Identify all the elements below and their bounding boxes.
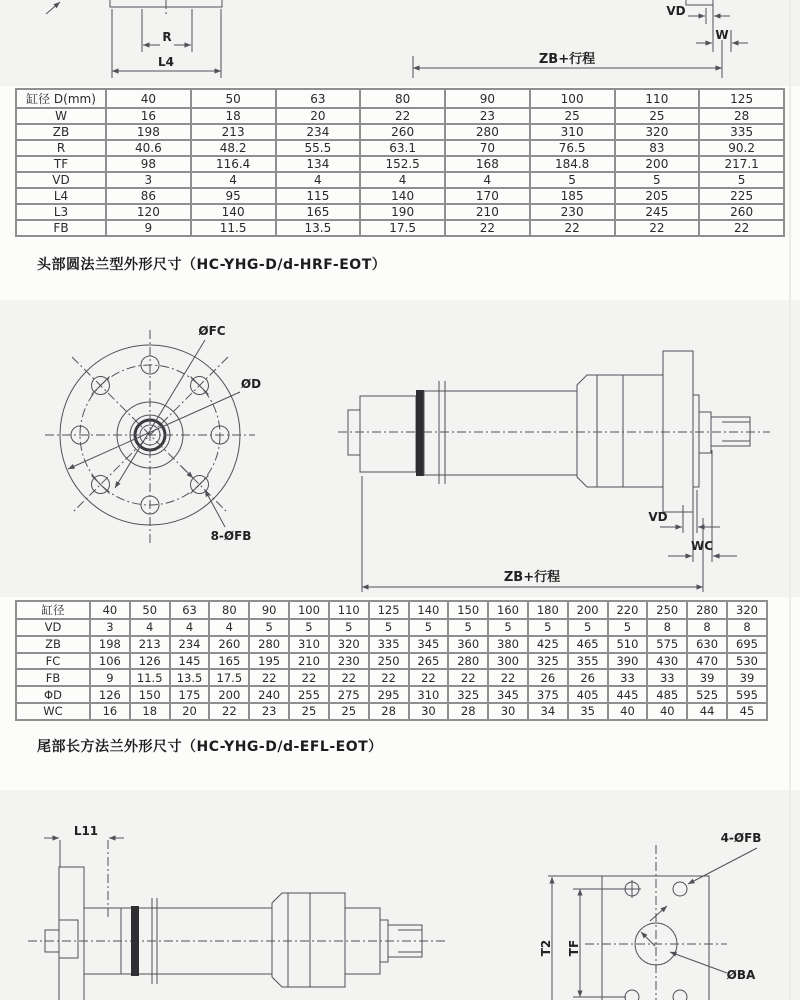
dim-label-zb-stroke: ZB+行程 [538,52,596,67]
value-cell: 320 [329,636,369,653]
value-cell: 13.5 [170,669,210,686]
value-cell: 22 [369,669,409,686]
value-cell: 5 [329,619,369,636]
value-cell: 5 [409,619,449,636]
value-cell: 405 [568,686,608,703]
value-cell: 125 [369,601,409,619]
value-cell: 28 [369,703,409,720]
value-cell: 100 [289,601,329,619]
value-cell: 30 [409,703,449,720]
value-cell: 55.5 [276,140,361,156]
value-cell: 5 [249,619,289,636]
row-label-cell: ΦD [16,686,90,703]
value-cell: 110 [615,89,700,108]
value-cell: 22 [249,669,289,686]
value-cell: 5 [530,172,615,188]
value-cell: 40 [106,89,191,108]
dim-label-vd: VD [666,4,686,18]
value-cell: 16 [106,108,191,124]
value-cell: 22 [289,669,329,686]
value-cell: 22 [445,220,530,236]
value-cell: 280 [445,124,530,140]
value-cell: 50 [191,89,276,108]
value-cell: 310 [409,686,449,703]
value-cell: 35 [568,703,608,720]
value-cell: 22 [448,669,488,686]
value-cell: 25 [530,108,615,124]
page-edge-line [789,0,791,1000]
value-cell: 90 [249,601,289,619]
value-cell: 234 [276,124,361,140]
value-cell: 152.5 [360,156,445,172]
value-cell: 210 [445,204,530,220]
value-cell: 335 [699,124,784,140]
row-label-cell: VD [16,172,106,188]
value-cell: 575 [647,636,687,653]
value-cell: 86 [106,188,191,204]
value-cell: 34 [528,703,568,720]
value-cell: 4 [130,619,170,636]
value-cell: 265 [409,653,449,670]
value-cell: 175 [170,686,210,703]
value-cell: 280 [687,601,727,619]
seal-band [131,906,139,976]
value-cell: 95 [191,188,276,204]
value-cell: 23 [249,703,289,720]
value-cell: 90 [445,89,530,108]
value-cell: 76.5 [530,140,615,156]
dim-label-fc: ØFC [198,324,226,338]
value-cell: 210 [289,653,329,670]
value-cell: 140 [409,601,449,619]
row-label-cell: VD [16,619,90,636]
table-row [16,188,784,204]
value-cell: 80 [360,89,445,108]
value-cell: 245 [615,204,700,220]
value-cell: 48.2 [191,140,276,156]
value-cell: 240 [249,686,289,703]
value-cell: 40 [647,703,687,720]
value-cell: 45 [727,703,767,720]
rod-end-edge [686,0,713,5]
value-cell: 595 [727,686,767,703]
value-cell: 22 [409,669,449,686]
row-label-cell: L4 [16,188,106,204]
value-cell: 185 [530,188,615,204]
value-cell: 134 [276,156,361,172]
value-cell: 217.1 [699,156,784,172]
row-label-cell: FB [16,669,90,686]
value-cell: 234 [170,636,210,653]
value-cell: 11.5 [191,220,276,236]
value-cell: 375 [528,686,568,703]
table-row [16,619,767,636]
leader-arrow [46,2,60,14]
value-cell: 25 [329,703,369,720]
value-cell: 5 [615,172,700,188]
value-cell: 5 [528,619,568,636]
value-cell: 190 [360,204,445,220]
efl-drawing-svg [0,790,800,1000]
value-cell: 4 [191,172,276,188]
value-cell: 5 [568,619,608,636]
value-cell: 180 [528,601,568,619]
value-cell: 425 [528,636,568,653]
leader-4fb [688,848,757,884]
value-cell: 4 [170,619,210,636]
leader-fb [205,490,225,527]
rear-cap [360,396,416,472]
hrf-drawing-panel [0,300,800,597]
value-cell: 213 [130,636,170,653]
value-cell: 17.5 [360,220,445,236]
table-row [16,204,784,220]
dim-label-wc: WC [690,539,714,553]
value-cell: 28 [448,703,488,720]
value-cell: 30 [488,703,528,720]
dim-label-w: W [715,28,729,42]
value-cell: 250 [647,601,687,619]
value-cell: 160 [488,601,528,619]
value-cell: 5 [608,619,648,636]
value-cell: 230 [329,653,369,670]
row-label-cell: 缸径 D(mm) [16,89,106,108]
value-cell: 18 [130,703,170,720]
value-cell: 22 [329,669,369,686]
value-cell: 260 [209,636,249,653]
value-cell: 4 [209,619,249,636]
dimension-table-round-flange-sizes [15,600,768,721]
value-cell: 170 [445,188,530,204]
value-cell: 5 [448,619,488,636]
value-cell: 126 [90,686,130,703]
value-cell: 16 [90,703,130,720]
row-label-cell: W [16,108,106,124]
value-cell: 22 [699,220,784,236]
table-row [16,172,784,188]
dim-label-tf: TF [567,939,581,957]
value-cell: 33 [608,669,648,686]
leader-ba [670,952,727,973]
value-cell: 3 [106,172,191,188]
value-cell: 13.5 [276,220,361,236]
cylinder-tube [424,391,577,475]
row-label-cell: FC [16,653,90,670]
value-cell: 8 [647,619,687,636]
head-block [272,893,345,987]
value-cell: 695 [727,636,767,653]
table-row [16,703,767,720]
value-cell: 225 [699,188,784,204]
dim-label-4fb: 4-ØFB [720,831,762,845]
value-cell: 275 [329,686,369,703]
value-cell: 20 [276,108,361,124]
value-cell: 40.6 [106,140,191,156]
value-cell: 28 [699,108,784,124]
value-cell: 140 [360,188,445,204]
value-cell: 83 [615,140,700,156]
value-cell: 26 [528,669,568,686]
leader-d [68,392,240,469]
rear-rect-flange [59,867,84,1000]
section-title-efl: 尾部长方法兰外形尺寸（HC-YHG-D/d-EFL-EOT） [37,739,383,755]
value-cell: 22 [360,108,445,124]
value-cell: 213 [191,124,276,140]
value-cell: 116.4 [191,156,276,172]
top-drawing-svg [0,0,800,86]
value-cell: 40 [90,601,130,619]
value-cell: 110 [329,601,369,619]
value-cell: 184.8 [530,156,615,172]
value-cell: 530 [727,653,767,670]
value-cell: 168 [445,156,530,172]
row-label-cell: ZB [16,636,90,653]
value-cell: 25 [289,703,329,720]
value-cell: 9 [90,669,130,686]
value-cell: 22 [530,220,615,236]
value-cell: 220 [608,601,648,619]
value-cell: 390 [608,653,648,670]
value-cell: 5 [699,172,784,188]
value-cell: 165 [276,204,361,220]
dim-label-8fb: 8-ØFB [210,529,252,543]
value-cell: 39 [687,669,727,686]
dim-label-t2: T2 [539,939,553,957]
dim-label-d: ØD [240,377,262,391]
row-label-cell: ZB [16,124,106,140]
value-cell: 470 [687,653,727,670]
row-label-cell: WC [16,703,90,720]
table-header-row [16,601,767,619]
value-cell: 510 [608,636,648,653]
value-cell: 198 [106,124,191,140]
value-cell: 200 [568,601,608,619]
value-cell: 25 [615,108,700,124]
value-cell: 198 [90,636,130,653]
value-cell: 145 [170,653,210,670]
value-cell: 90.2 [699,140,784,156]
value-cell: 320 [727,601,767,619]
value-cell: 295 [369,686,409,703]
value-cell: 80 [209,601,249,619]
value-cell: 4 [276,172,361,188]
value-cell: 310 [530,124,615,140]
value-cell: 310 [289,636,329,653]
value-cell: 9 [106,220,191,236]
value-cell: 335 [369,636,409,653]
table-header-row [16,89,784,108]
dim-label-vd: VD [648,510,668,524]
value-cell: 4 [360,172,445,188]
row-label-cell: 缸径 [16,601,90,619]
value-cell: 5 [369,619,409,636]
value-cell: 325 [448,686,488,703]
value-cell: 300 [488,653,528,670]
value-cell: 20 [170,703,210,720]
value-cell: 120 [106,204,191,220]
table-row [16,108,784,124]
value-cell: 150 [130,686,170,703]
value-cell: 63.1 [360,140,445,156]
value-cell: 50 [130,601,170,619]
value-cell: 70 [445,140,530,156]
value-cell: 5 [488,619,528,636]
value-cell: 4 [445,172,530,188]
value-cell: 380 [488,636,528,653]
value-cell: 126 [130,653,170,670]
dim-label-r: R [162,30,172,44]
value-cell: 115 [276,188,361,204]
value-cell: 3 [90,619,130,636]
seal-band [416,390,424,476]
dimension-table-head-round-flange [15,88,785,237]
value-cell: 39 [727,669,767,686]
value-cell: 525 [687,686,727,703]
value-cell: 465 [568,636,608,653]
value-cell: 8 [687,619,727,636]
value-cell: 345 [488,686,528,703]
value-cell: 280 [249,636,289,653]
value-cell: 325 [528,653,568,670]
value-cell: 250 [369,653,409,670]
value-cell: 26 [568,669,608,686]
value-cell: 11.5 [130,669,170,686]
value-cell: 140 [191,204,276,220]
value-cell: 630 [687,636,727,653]
dim-label-ba: ØBA [726,968,756,982]
value-cell: 63 [170,601,210,619]
value-cell: 106 [90,653,130,670]
row-label-cell: FB [16,220,106,236]
value-cell: 22 [615,220,700,236]
value-cell: 22 [209,703,249,720]
value-cell: 230 [530,204,615,220]
value-cell: 98 [106,156,191,172]
value-cell: 195 [249,653,289,670]
value-cell: 125 [699,89,784,108]
value-cell: 200 [615,156,700,172]
value-cell: 100 [530,89,615,108]
table-row [16,156,784,172]
value-cell: 44 [687,703,727,720]
value-cell: 345 [409,636,449,653]
table-row [16,220,784,236]
value-cell: 200 [209,686,249,703]
value-cell: 260 [699,204,784,220]
top-drawing-cropped [0,0,800,86]
value-cell: 320 [615,124,700,140]
table-row [16,653,767,670]
value-cell: 150 [448,601,488,619]
row-label-cell: L3 [16,204,106,220]
value-cell: 17.5 [209,669,249,686]
efl-drawing-panel [0,790,800,1000]
value-cell: 255 [289,686,329,703]
value-cell: 280 [448,653,488,670]
value-cell: 445 [608,686,648,703]
section-title-hrf: 头部圆法兰型外形尺寸（HC-YHG-D/d-HRF-EOT） [37,257,387,273]
value-cell: 33 [647,669,687,686]
value-cell: 18 [191,108,276,124]
table-row [16,686,767,703]
value-cell: 355 [568,653,608,670]
row-label-cell: R [16,140,106,156]
head-block [577,375,663,487]
value-cell: 360 [448,636,488,653]
dim-label-l4: L4 [158,55,174,69]
row-label-cell: TF [16,156,106,172]
value-cell: 430 [647,653,687,670]
value-cell: 40 [608,703,648,720]
value-cell: 5 [289,619,329,636]
value-cell: 165 [209,653,249,670]
table-row [16,124,784,140]
value-cell: 22 [488,669,528,686]
value-cell: 23 [445,108,530,124]
table-row [16,669,767,686]
hrf-drawing-svg [0,300,800,597]
value-cell: 8 [727,619,767,636]
value-cell: 485 [647,686,687,703]
dim-label-zb-stroke: ZB+行程 [503,570,561,585]
dim-label-l11: L11 [73,824,99,838]
value-cell: 63 [276,89,361,108]
value-cell: 205 [615,188,700,204]
value-cell: 260 [360,124,445,140]
table-row [16,140,784,156]
table-row [16,636,767,653]
